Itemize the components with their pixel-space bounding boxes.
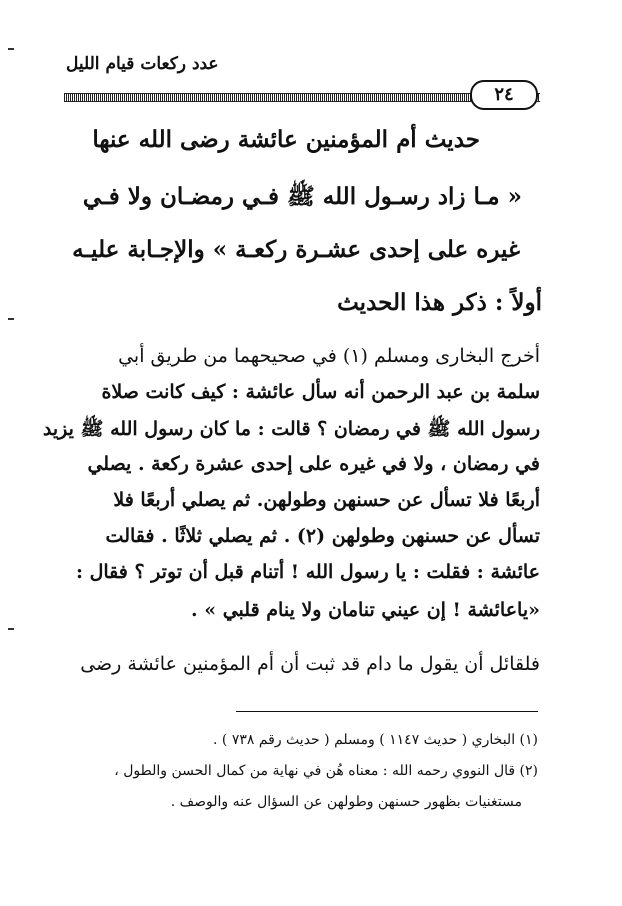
heading-line: حديث أم المؤمنين عائشة رضى الله عنها: [92, 126, 480, 153]
margin-mark: [8, 318, 14, 320]
footnote-rule: [236, 711, 538, 712]
paragraph-line: في رمضان ، ولا في غيره على إحدى عشرة ركعة . يصلي: [87, 453, 540, 475]
header-rule: [64, 93, 540, 102]
paragraph-line: «ياعائشة ! إن عيني تنامان ولا ينام قلبي » .: [191, 599, 540, 621]
section-title: أولاً : ذكر هذا الحديث: [337, 289, 542, 316]
closing-line: فلقائل أن يقول ما دام قد ثبت أن أم المؤمنين عائشة رضى: [80, 653, 540, 675]
footnote: مستغنيات بظهور حسنهن وطولهن عن السؤال عنه والوصف .: [170, 794, 522, 810]
heading-line: غيره على إحدى عشـرة ركعـة » والإجـابة عليـه: [72, 236, 520, 263]
paragraph-line: أخرج البخارى ومسلم (١) في صحيحهما من طريق أبي: [118, 345, 540, 367]
paragraph-line: تسأل عن حسنهن وطولهن (٢) . ثم يصلي ثلاثًا . فقالت: [105, 525, 540, 547]
footnote: (٢) قال النووي رحمه الله : معناه هُن في نهاية من كمال الحسن والطول ،: [114, 763, 538, 779]
running-title: عدد ركعات قيام الليل: [66, 54, 219, 74]
paragraph-line: أربعًا فلا تسأل عن حسنهن وطولهن. ثم يصلي أربعًا فلا: [113, 489, 540, 511]
paragraph-line: سلمة بن عبد الرحمن أنه سأل عائشة : كيف كانت صلاة: [101, 381, 540, 403]
margin-mark: [8, 48, 14, 50]
footnote: (١) البخاري ( حديث ١١٤٧ ) ومسلم ( حديث رقم ٧٣٨ ) .: [213, 732, 538, 748]
paragraph-line: عائشة : فقلت : يا رسول الله ! أتنام قبل أن توتر ؟ فقال :: [75, 561, 540, 583]
margin-mark: [8, 628, 14, 630]
heading-line: « مـا زاد رسـول الله ﷺ فـي رمضـان ولا فـي: [82, 183, 522, 210]
page-number: ٢٤: [470, 80, 538, 110]
paragraph-line: رسول الله ﷺ في رمضان ؟ قالت : ما كان رسول الله ﷺ يزيد: [42, 418, 540, 440]
